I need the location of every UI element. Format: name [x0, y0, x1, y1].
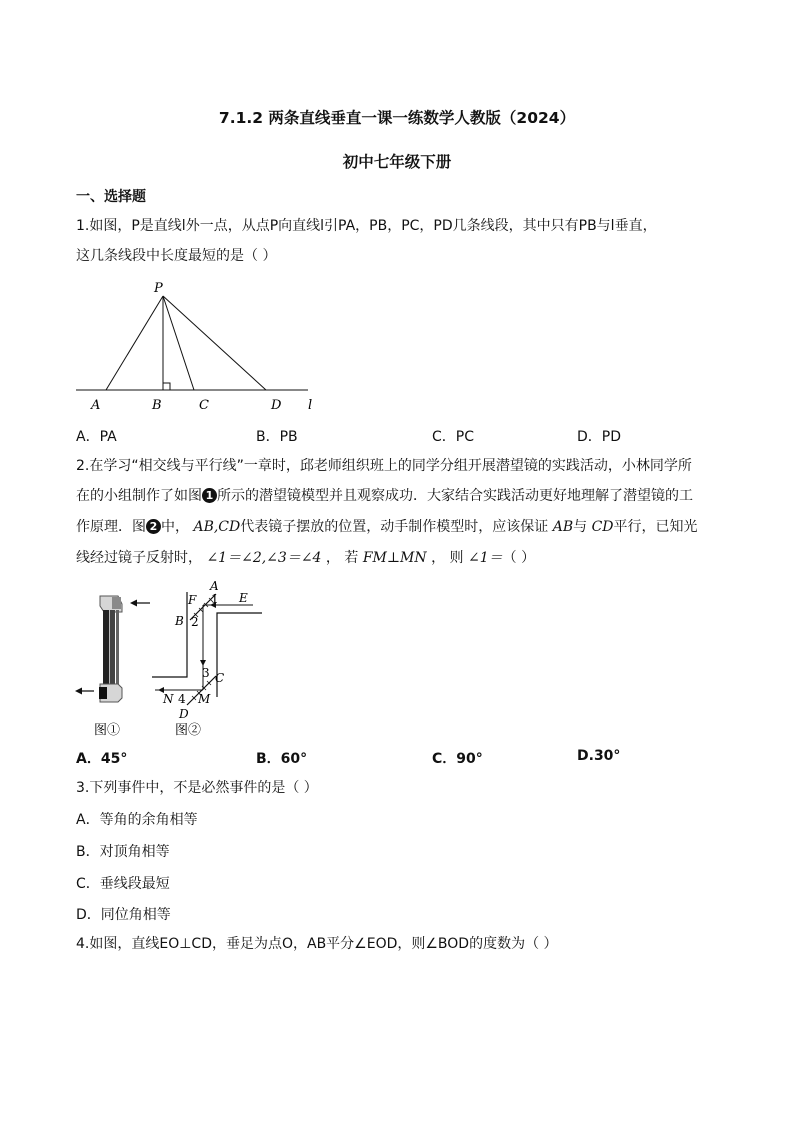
- q4-stem: 4.如图，直线EO⊥CD，垂足为点O，AB平分∠EOD，则∠BOD的度数为（ ）: [76, 936, 558, 952]
- fig2-label-N: N: [163, 692, 174, 706]
- q1-option-d[interactable]: D．PD: [577, 429, 622, 445]
- figure-ref-1: 1: [202, 488, 217, 503]
- q3-option-d[interactable]: D．同位角相等: [76, 907, 171, 923]
- q1-label-C: C: [199, 398, 209, 413]
- fig2-label-angle3: 3: [202, 666, 210, 680]
- section-heading: 一、选择题: [76, 189, 146, 205]
- q1-label-B: B: [152, 398, 162, 413]
- page-subtitle: 初中七年级下册: [342, 153, 452, 171]
- q2-line3-d: 代表镜子摆放的位置，动手制作模型时，应该保证: [240, 519, 549, 535]
- q1-label-D: D: [271, 398, 282, 413]
- q2-line2-end: 所示的潜望镜模型并且观察成功．大家结合实践活动更好地理解了潜望镜的工: [217, 488, 693, 504]
- q2-line4-e: ， 则: [431, 550, 464, 566]
- q3-stem: 3.下列事件中，不是必然事件的是（ ）: [76, 780, 318, 796]
- fig2-label-C: C: [215, 671, 225, 685]
- periscope-schematic-figure: [150, 580, 270, 750]
- q2-line4-c: ， 若: [325, 550, 359, 566]
- fig2-label-E: E: [239, 591, 248, 605]
- q2-stem-line4: [76, 548, 535, 568]
- q2-line3-ab: AB: [552, 519, 574, 535]
- q2-option-b[interactable]: B．60°: [256, 751, 308, 767]
- q1-stem-line1: 1.如图，P是直线l外一点，从点P向直线l引PA，PB，PC，PD几条线段，其中只有PB与l垂直，: [76, 218, 657, 234]
- q1-figure: [70, 276, 330, 416]
- q2-stem-line1: 2.在学习“相交线与平行线”一章时，邱老师组织班上的同学分组开展潜望镜的实践活动，小林同学所: [76, 458, 692, 474]
- q2-line4-angle1: ∠1＝: [468, 550, 503, 566]
- q3-option-c[interactable]: C．垂线段最短: [76, 876, 170, 892]
- q2-stem-line3: [76, 517, 698, 537]
- q1-label-A: A: [91, 398, 101, 413]
- figure-ref-2: 2: [146, 519, 161, 534]
- fig2-label-A: A: [210, 580, 219, 593]
- page-title: 7.1.2 两条直线垂直一课一练数学人教版（2024）: [218, 109, 576, 127]
- fig2-label-D: D: [179, 707, 189, 721]
- q2-line3-cd: CD: [591, 519, 614, 535]
- figure-2-caption: 图②: [175, 723, 202, 738]
- q2-line4-a: 线经过镜子反射时，: [76, 550, 202, 566]
- q2-line3-f: 与: [573, 519, 588, 535]
- q1-stem-line2: 这几条线段中长度最短的是（ ）: [76, 248, 277, 264]
- q2-option-c[interactable]: C．90°: [432, 751, 483, 767]
- fig2-label-angle1: 1: [211, 592, 219, 606]
- q2-line3-abcd: AB,CD: [193, 519, 241, 535]
- q1-option-a[interactable]: A．PA: [76, 429, 117, 445]
- q2-option-a[interactable]: A．45°: [76, 751, 128, 767]
- q2-stem-line2: [76, 486, 693, 506]
- q2-line3-a: 作原理．图: [76, 519, 146, 535]
- q1-label-l: l: [308, 398, 313, 413]
- fig2-label-M: M: [198, 692, 211, 706]
- q2-option-d[interactable]: D.30°: [577, 748, 621, 764]
- q3-option-b[interactable]: B．对顶角相等: [76, 844, 170, 860]
- q3-option-a[interactable]: A．等角的余角相等: [76, 812, 198, 828]
- fig2-label-angle2: 2: [191, 615, 199, 629]
- q1-option-b[interactable]: B．PB: [256, 429, 298, 445]
- fig2-label-B: B: [175, 614, 184, 628]
- fig2-label-F: F: [188, 593, 197, 607]
- q2-line3-b: 中，: [161, 519, 189, 535]
- figure-1-caption: 图①: [94, 723, 121, 738]
- q2-line4-angles: ∠1＝∠2,∠3＝∠4: [206, 550, 322, 566]
- q1-option-c[interactable]: C．PC: [432, 429, 474, 445]
- q2-line2-start: 在的小组制作了如图: [76, 488, 202, 504]
- q1-label-P: P: [154, 281, 163, 296]
- q2-line4-g: （ ）: [502, 550, 536, 566]
- q2-line4-perp: FM⊥MN: [362, 550, 427, 566]
- fig2-label-angle4: 4: [178, 692, 186, 706]
- q2-line3-h: 平行，已知光: [613, 519, 698, 535]
